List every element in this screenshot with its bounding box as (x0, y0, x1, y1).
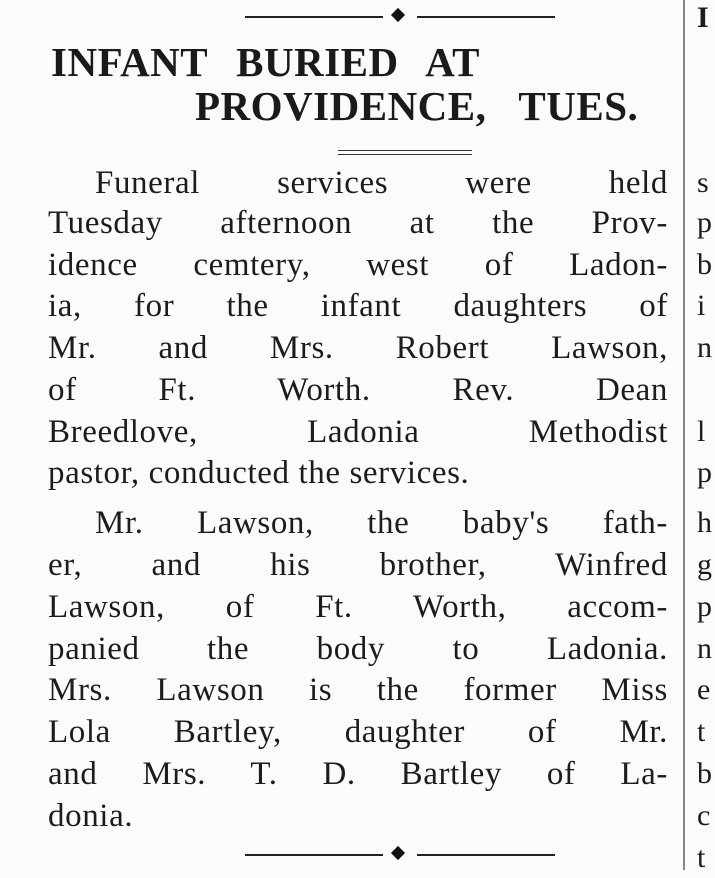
adjacent-column-letter: g (697, 548, 712, 581)
paragraph-line: and Mrs. T. D. Bartley of La- (48, 756, 668, 792)
adjacent-column-letter: I (697, 1, 709, 34)
paragraph-line: ia, for the infant daughters of (48, 288, 668, 324)
paragraph-line: pastor, conducted the services. (48, 455, 470, 491)
adjacent-column-letter: t (697, 715, 706, 748)
adjacent-column-letter: h (697, 506, 712, 539)
paragraph-line: Lola Bartley, daughter of Mr. (48, 714, 668, 750)
paragraph-line: Tuesday afternoon at the Prov- (48, 205, 668, 241)
paragraph-line: Mr. Lawson, the baby's fath- (95, 505, 668, 541)
adjacent-column-letter: e (697, 673, 711, 706)
diamond-ornament-icon (391, 8, 405, 22)
adjacent-column-letter: p (697, 456, 712, 489)
paragraph-line: panied the body to Ladonia. (48, 631, 668, 667)
adjacent-column-letter: l (697, 415, 706, 448)
adjacent-column-letter: n (697, 632, 712, 665)
top-ornament-divider (245, 10, 555, 24)
adjacent-column-letter: n (697, 331, 712, 364)
adjacent-column-letter: i (697, 289, 706, 322)
diamond-ornament-icon (391, 846, 405, 860)
paragraph-line: idence cemtery, west of Ladon- (48, 247, 668, 283)
paragraph-line: of Ft. Worth. Rev. Dean (48, 372, 668, 408)
adjacent-column-letter: p (697, 206, 712, 239)
bottom-ornament-divider (245, 848, 555, 862)
adjacent-column-letter: c (697, 799, 711, 832)
paragraph-line: er, and his brother, Winfred (48, 547, 668, 583)
headline-line-2: PROVIDENCE, TUES. (195, 83, 639, 129)
headline-rule (338, 150, 472, 155)
adjacent-column-letter: b (697, 757, 712, 790)
paragraph-line: Lawson, of Ft. Worth, accom- (48, 589, 668, 625)
adjacent-column-letter: p (697, 590, 712, 623)
column-divider (683, 0, 685, 870)
paragraph-line: Funeral services were held (95, 165, 668, 201)
paragraph-line: donia. (48, 798, 134, 834)
paragraph-line: Mrs. Lawson is the former Miss (48, 672, 668, 708)
paragraph-line: Mr. and Mrs. Robert Lawson, (48, 330, 668, 366)
adjacent-column-letter: s (697, 166, 709, 199)
adjacent-column-letter: t (697, 841, 706, 874)
adjacent-column-letter: b (697, 248, 712, 281)
paragraph-line: Breedlove, Ladonia Methodist (48, 414, 668, 450)
headline-line-1: INFANT BURIED AT (51, 39, 481, 85)
